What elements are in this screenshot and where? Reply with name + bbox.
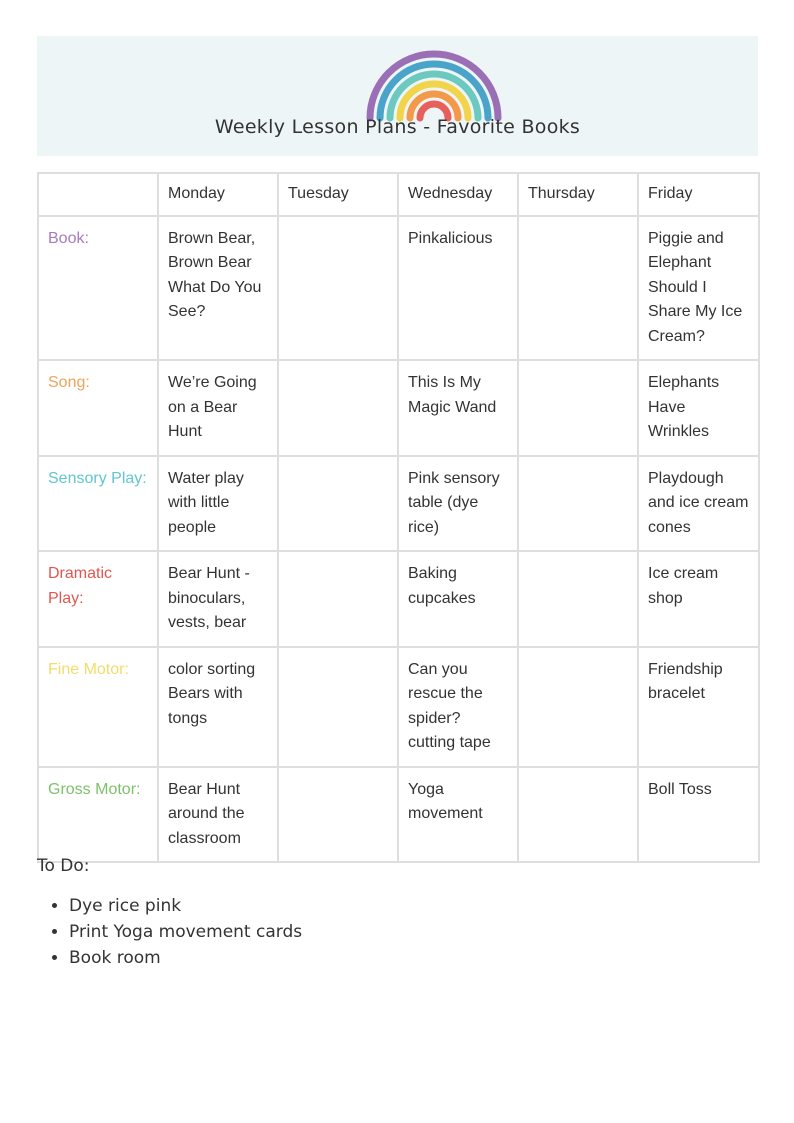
table-header-row	[38, 173, 759, 216]
table-cell: Friendship bracelet	[638, 647, 759, 767]
table-cell: Bear Hunt - binoculars, vests, bear	[158, 551, 278, 647]
table-cell	[278, 551, 398, 647]
todo-list	[37, 893, 302, 971]
table-cell: Playdough and ice cream cones	[638, 456, 759, 552]
table-cell: Yoga movement	[398, 767, 518, 863]
row-label-gross-motor: Gross Motor:	[38, 767, 158, 863]
table-row-dramatic-play	[38, 551, 759, 647]
table-cell: Baking cupcakes	[398, 551, 518, 647]
page-title: Weekly Lesson Plans - Favorite Books	[214, 116, 581, 138]
table-cell	[278, 456, 398, 552]
row-label-sensory-play: Sensory Play:	[38, 456, 158, 552]
table-cell: We’re Going on a Bear Hunt	[158, 360, 278, 456]
table-row-sensory-play	[38, 456, 759, 552]
table-cell	[518, 216, 638, 361]
table-row-gross-motor	[38, 767, 759, 863]
row-label-book: Book:	[38, 216, 158, 361]
table-cell: Elephants Have Wrinkles	[638, 360, 759, 456]
table-cell	[518, 360, 638, 456]
column-header-wednesday: Wednesday	[398, 173, 518, 216]
table-cell	[278, 767, 398, 863]
table-cell	[278, 360, 398, 456]
table-cell	[518, 647, 638, 767]
todo-item: • Book room	[69, 945, 302, 971]
column-header-friday: Friday	[638, 173, 759, 216]
table-cell: Brown Bear, Brown Bear What Do You See?	[158, 216, 278, 361]
table-cell	[518, 456, 638, 552]
row-label-song: Song:	[38, 360, 158, 456]
table-cell: This Is My Magic Wand	[398, 360, 518, 456]
todo-heading: To Do:	[37, 856, 90, 876]
table-cell	[518, 551, 638, 647]
table-cell	[278, 647, 398, 767]
table-cell: Piggie and Elephant Should I Share My Ice Cream?	[638, 216, 759, 361]
rainbow-icon	[363, 42, 505, 122]
lesson-plan-table	[37, 172, 760, 863]
header-banner	[37, 36, 758, 156]
todo-item: • Dye rice pink	[69, 893, 302, 919]
table-cell	[278, 216, 398, 361]
column-header-monday: Monday	[158, 173, 278, 216]
row-label-dramatic-play: Dramatic Play:	[38, 551, 158, 647]
table-row-book	[38, 216, 759, 361]
column-header-tuesday: Tuesday	[278, 173, 398, 216]
table-cell: Boll Toss	[638, 767, 759, 863]
table-cell	[518, 767, 638, 863]
table-cell: Pinkalicious	[398, 216, 518, 361]
column-header-thursday: Thursday	[518, 173, 638, 216]
table-cell: Ice cream shop	[638, 551, 759, 647]
column-header-blank	[38, 173, 158, 216]
table-row-song	[38, 360, 759, 456]
todo-item: • Print Yoga movement cards	[69, 919, 302, 945]
table-cell: color sorting Bears with tongs	[158, 647, 278, 767]
table-cell: Bear Hunt around the classroom	[158, 767, 278, 863]
table-cell: Pink sensory table (dye rice)	[398, 456, 518, 552]
row-label-fine-motor: Fine Motor:	[38, 647, 158, 767]
table-cell: Water play with little people	[158, 456, 278, 552]
table-cell: Can you rescue the spider? cutting tape	[398, 647, 518, 767]
table-row-fine-motor	[38, 647, 759, 767]
